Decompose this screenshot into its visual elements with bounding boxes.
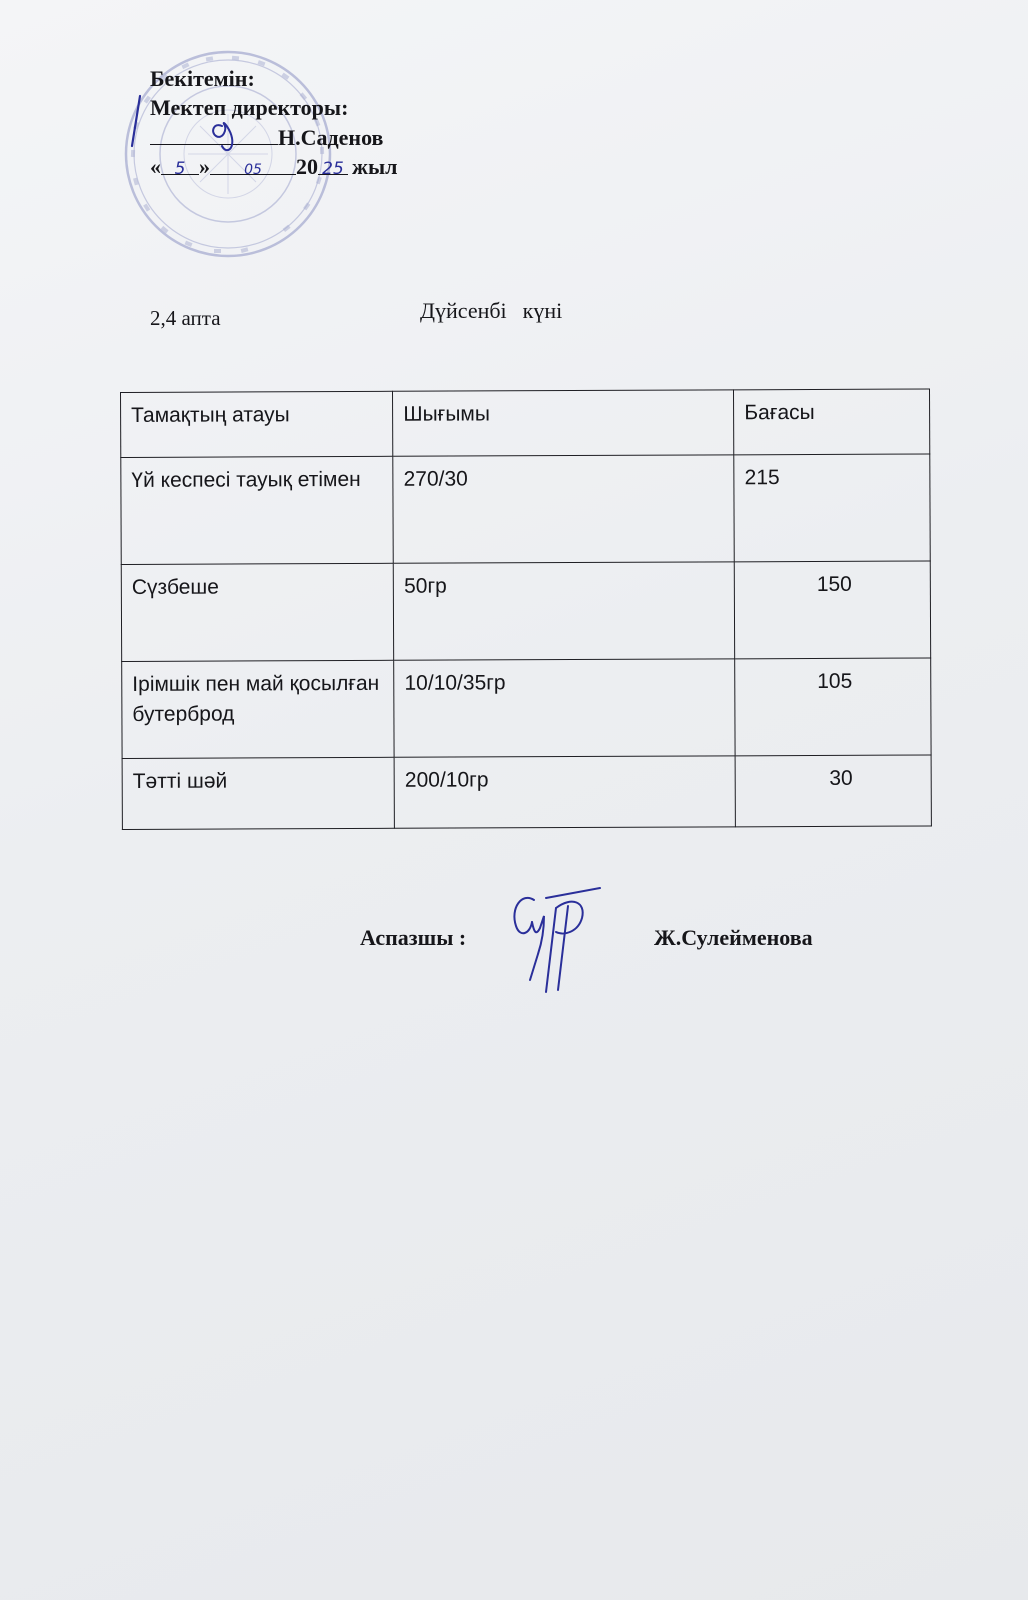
- quote-open: «: [150, 154, 161, 179]
- date-day: 5: [174, 159, 186, 179]
- dish-price: 150: [734, 561, 930, 659]
- table-row: [121, 561, 930, 662]
- table-row: [122, 658, 931, 759]
- table-header-row: [121, 389, 930, 458]
- day-word-1: Дүйсенбі: [420, 298, 507, 323]
- director-name: Н.Саденов: [278, 125, 384, 150]
- approval-heading: Бекітемін:: [150, 66, 255, 91]
- quote-close: »: [199, 154, 210, 179]
- cook-label: Аспазшы :: [360, 925, 467, 950]
- date-month: 05: [244, 162, 262, 178]
- menu-table: [120, 388, 932, 830]
- cook-name: Ж.Сулейменова: [654, 925, 813, 950]
- dish-price: 215: [734, 454, 930, 562]
- dish-name: Үй кеспесі тауық етімен: [121, 456, 394, 564]
- dish-yield: 50гр: [393, 562, 734, 660]
- director-title: Мектеп директоры:: [150, 95, 349, 120]
- dish-price: 30: [735, 755, 931, 827]
- cook-signature-icon: [486, 882, 616, 1002]
- column-header-price: Бағасы: [734, 389, 930, 455]
- date-year-prefix: 20: [296, 154, 318, 179]
- column-header-name: Тамақтың атауы: [121, 391, 393, 457]
- day-word-2: күні: [522, 298, 563, 323]
- week-label: 2,4 апта: [150, 306, 221, 330]
- day-label: [420, 298, 562, 324]
- dish-name: Ірімшік пен май қосылған бутерброд: [122, 660, 395, 758]
- dish-price: 105: [735, 658, 931, 756]
- date-suffix: жыл: [352, 154, 398, 179]
- table-row: [122, 755, 931, 830]
- director-signature-icon: [118, 88, 268, 158]
- dish-yield: 10/10/35гр: [394, 659, 735, 757]
- dish-yield: 270/30: [393, 455, 734, 563]
- date-year: 25: [322, 159, 344, 179]
- table-row: [121, 454, 930, 565]
- date-year-blank: [318, 152, 348, 179]
- column-header-yield: Шығымы: [393, 390, 734, 456]
- dish-yield: 200/10гр: [394, 756, 735, 828]
- dish-name: Тәтті шәй: [122, 757, 395, 829]
- dish-name: Сүзбеше: [121, 563, 394, 661]
